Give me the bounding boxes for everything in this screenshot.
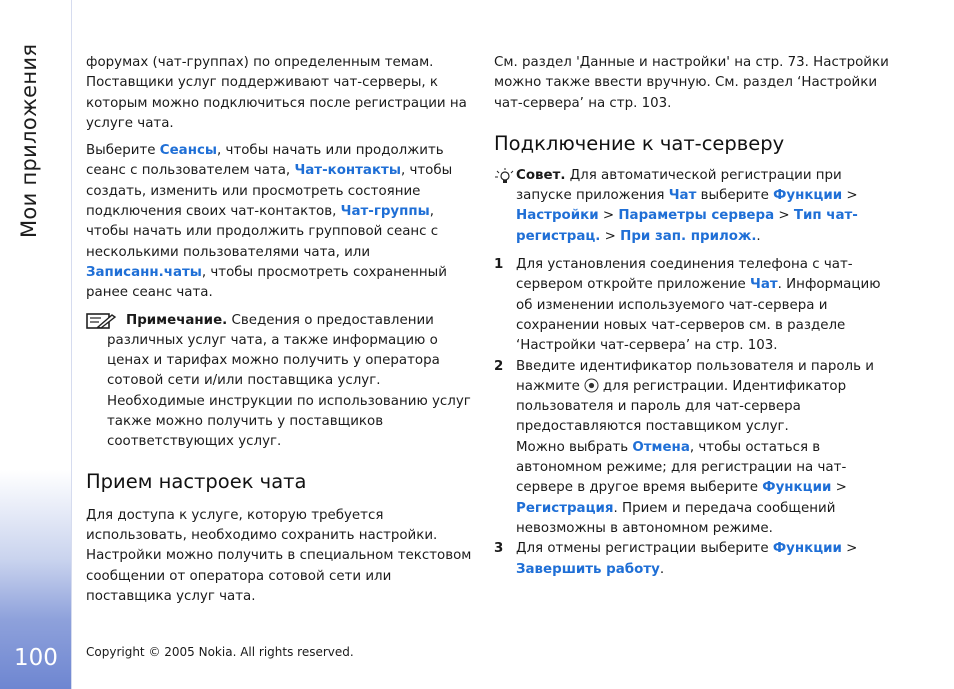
note-icon (86, 313, 118, 329)
page-number: 100 (14, 645, 58, 671)
step-number: 2 (494, 358, 504, 374)
step-item: 1 Для установления соединения телефона с чат-сервером откройте приложение Чат. Информацию об изменении используемого чат-сервера и сохранении новых чат-серверов см. в разделе ‘Настройки чат-сервера’ на стр. 103. (494, 257, 881, 354)
heading-connect-server: Подключение к чат-серверу (494, 131, 785, 155)
tip-bulb-icon (494, 167, 516, 185)
steps-list (494, 255, 894, 580)
right-column (494, 53, 894, 580)
menu-option-chat-contacts: Чат-контакты (294, 163, 401, 179)
note-label: Примечание. (126, 312, 228, 328)
menu-option-settings: Настройки (516, 208, 599, 224)
joystick-key-icon (584, 378, 599, 393)
sidebar (0, 0, 72, 689)
menu-option-login-type: Тип чат-регистрац. (516, 208, 858, 244)
note-block (86, 311, 478, 453)
menu-option-sessions: Сеансы (159, 143, 218, 159)
menu-option-server-params: Параметры сервера (618, 208, 775, 224)
menu-options-paragraph: Выберите Сеансы, чтобы начать или продолжить сеанс с пользователем чата, Чат-контакты, чтобы создать, изменить или просмотреть состояние подключения своих чат-контактов, Чат-группы, чтобы начать или продолжить групповой сеанс с несколькими пользователями чата, или Записанн.чаты, чтобы просмотреть сохраненный ранее сеанс чата. (86, 143, 453, 301)
menu-option-chat-groups: Чат-группы (340, 204, 430, 220)
menu-option-options: Функции (762, 480, 832, 496)
receive-settings-paragraph: Для доступа к услуге, которую требуется использовать, необходимо сохранить настройки. Настройки можно получить в специальном текстовом сообщении от оператора сотовой сети или поставщика услуг чата. (86, 507, 472, 604)
menu-option-logout: Завершить работу (516, 561, 660, 577)
step-number: 3 (494, 541, 504, 557)
step-item: 2 Введите идентификатор пользователя и пароль и нажмите для регистрации. Идентификатор пользователя и пароль для чат-сервера предоставляются поставщиком услуг. Можно выбрать Отмена, чтобы остаться в автономном режиме; для регистрации на чат-сервере в другое время выберите Функции > Регистрация. Прием и передача сообщений невозможны в автономном режиме. (494, 358, 874, 536)
menu-option-login: Регистрация (516, 500, 614, 516)
tip-block: Совет. Для автоматической регистрации при запуске приложения Чат выберите Функции > Настройки > Параметры сервера > Тип чат-регистрац. > При зап. прилож.. (494, 166, 894, 247)
intro-paragraph: форумах (чат-группах) по определенным темам. Поставщики услуг поддерживают чат-серверы, к которым можно подключиться после регистрации на услуге чата. (86, 55, 467, 131)
settings-reference-paragraph: См. раздел 'Данные и настройки' на стр. 73. Настройки можно также ввести вручную. См. раздел ‘Настройки чат-сервера’ на стр. 103. (494, 55, 889, 111)
heading-receive-settings: Прием настроек чата (86, 469, 307, 493)
step-number: 1 (494, 257, 504, 273)
menu-option-chat: Чат (750, 277, 778, 293)
note-text: Сведения о предоставлении различных услуг чата, а также информацию о ценах и тарифах можно получить у оператора сотовой сети и/или поставщика услуг. Необходимые инструкции по использованию услуг также можно получить у поставщиков соответствующих услуг. (107, 312, 471, 450)
copyright-footer: Copyright © 2005 Nokia. All rights reserved. (86, 645, 354, 659)
step-item: 3 Для отмены регистрации выберите Функции > Завершить работу. (494, 541, 858, 577)
section-title: Мои приложения (17, 43, 41, 238)
tip-label: Совет. (516, 167, 566, 183)
menu-option-options: Функции (773, 188, 843, 204)
menu-option-chat: Чат (668, 188, 697, 204)
menu-option-cancel: Отмена (632, 439, 690, 455)
menu-option-on-app-start: При зап. прилож. (620, 228, 757, 244)
left-column (86, 53, 478, 607)
menu-option-saved-chats: Записанн.чаты (86, 264, 202, 280)
menu-option-options: Функции (772, 541, 842, 557)
